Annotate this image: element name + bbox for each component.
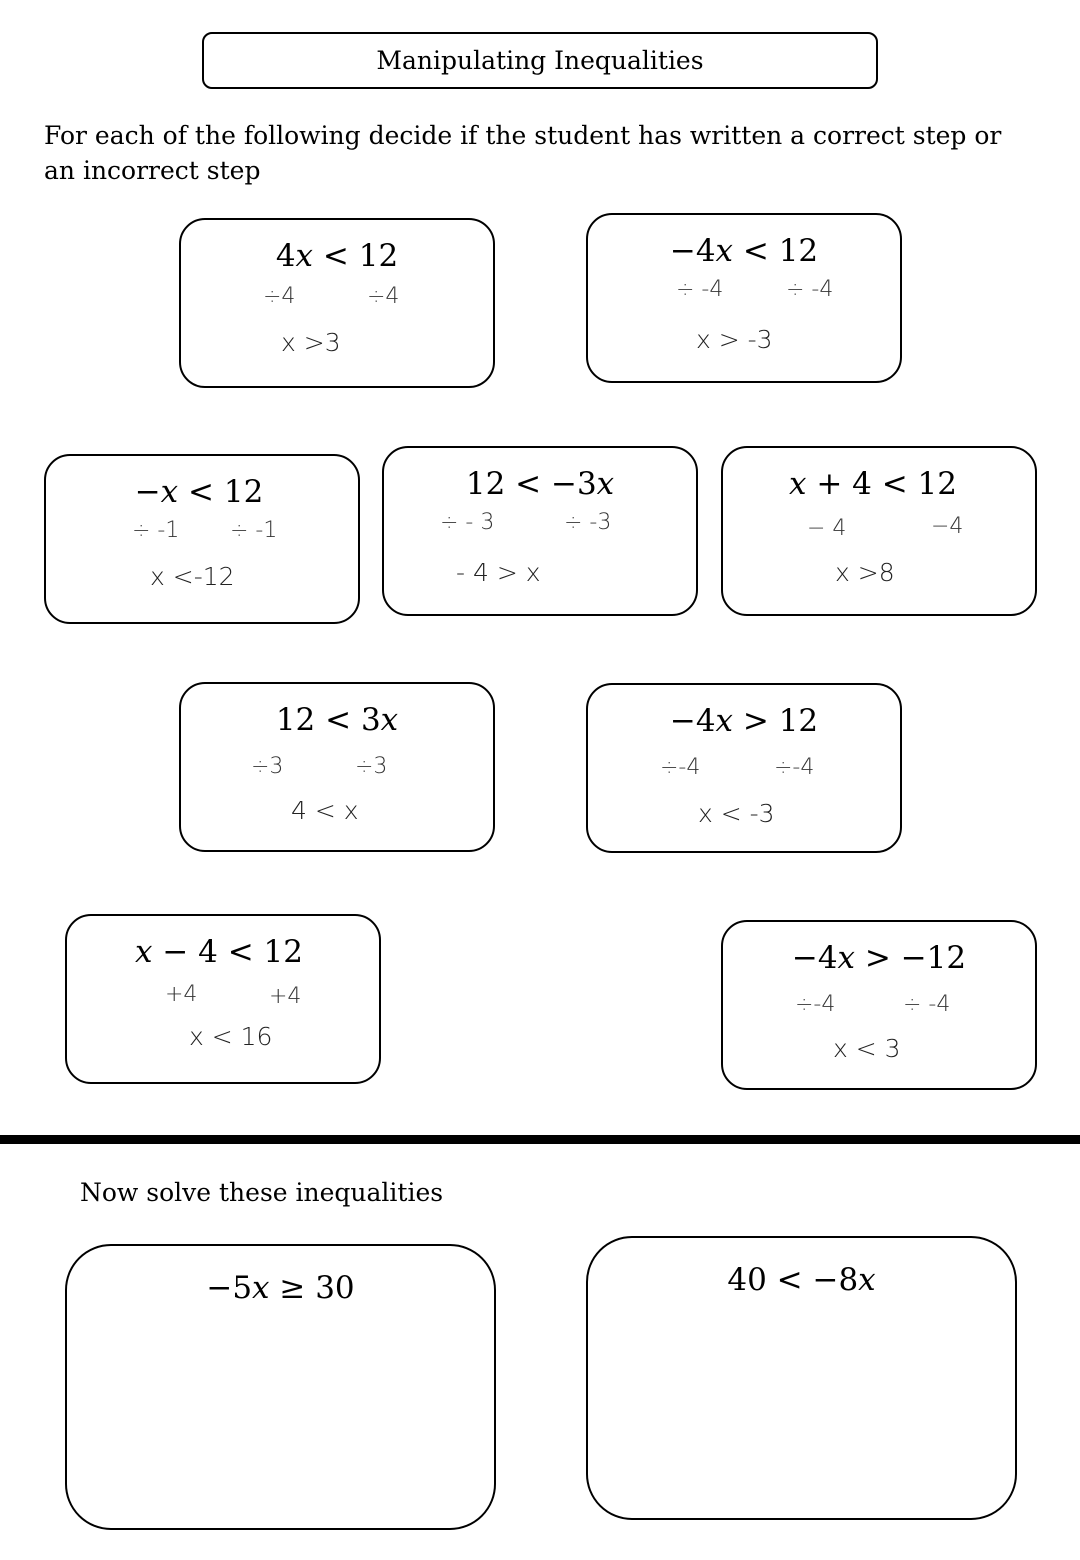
card-result: x >8 <box>835 558 895 587</box>
inequality-card-8 <box>65 914 381 1084</box>
card-step-left: − 4 <box>807 516 847 541</box>
inequality-card-2 <box>586 213 902 383</box>
solve-equation: 40 < −8𝑥 <box>727 1262 876 1298</box>
card-step-right: −4 <box>931 514 964 539</box>
inequality-card-3 <box>44 454 360 624</box>
card-result: x < 3 <box>833 1034 901 1063</box>
card-step-right: ÷4 <box>367 284 400 309</box>
section-divider <box>0 1135 1080 1144</box>
inequality-card-7 <box>586 683 902 853</box>
card-step-left: +4 <box>165 982 198 1007</box>
card-step-left: ÷3 <box>251 754 284 779</box>
card-result: 4 < x <box>291 796 359 825</box>
worksheet-title <box>202 32 878 89</box>
solve-equation: −5𝑥 ≥ 30 <box>206 1270 355 1306</box>
card-equation: −4𝑥 > −12 <box>791 940 967 976</box>
solve-box-2[interactable] <box>586 1236 1017 1520</box>
card-equation: −4𝑥 > 12 <box>669 703 819 739</box>
card-step-left: ÷-4 <box>660 755 701 780</box>
solve-box-1[interactable] <box>65 1244 496 1530</box>
card-equation: 4𝑥 < 12 <box>275 238 399 274</box>
card-step-left: ÷ - 3 <box>440 510 495 535</box>
inequality-card-9 <box>721 920 1037 1090</box>
card-equation: −𝑥 < 12 <box>134 474 264 510</box>
card-step-right: ÷ -3 <box>564 510 612 535</box>
card-step-right: +4 <box>269 984 302 1009</box>
inequality-card-4 <box>382 446 698 616</box>
card-result: x >3 <box>281 328 341 357</box>
inequality-card-1 <box>179 218 495 388</box>
card-step-right: ÷-4 <box>774 755 815 780</box>
card-step-right: ÷3 <box>355 754 388 779</box>
card-step-right: ÷ -1 <box>230 518 278 543</box>
card-result: x < -3 <box>698 799 775 828</box>
worksheet-title-text: Manipulating Inequalities <box>376 46 704 75</box>
card-step-left: ÷ -1 <box>132 518 180 543</box>
card-step-left: ÷-4 <box>795 992 836 1017</box>
card-result: - 4 > x <box>456 558 541 587</box>
card-result: x < 16 <box>189 1022 273 1051</box>
card-equation: −4𝑥 < 12 <box>669 233 819 269</box>
inequality-card-6 <box>179 682 495 852</box>
card-step-right: ÷ -4 <box>786 277 834 302</box>
card-equation: 12 < −3𝑥 <box>465 466 615 502</box>
solve-prompt: Now solve these inequalities <box>80 1178 444 1207</box>
card-step-left: ÷4 <box>263 284 296 309</box>
card-equation: 𝑥 + 4 < 12 <box>788 466 958 502</box>
card-step-right: ÷ -4 <box>903 992 951 1017</box>
card-step-left: ÷ -4 <box>676 277 724 302</box>
card-equation: 𝑥 − 4 < 12 <box>134 934 304 970</box>
card-result: x > -3 <box>696 325 773 354</box>
card-equation: 12 < 3𝑥 <box>275 702 399 738</box>
instructions-text: For each of the following decide if the student has written a correct step or an incorrect step <box>44 121 1002 185</box>
card-result: x <-12 <box>150 562 235 591</box>
inequality-card-5 <box>721 446 1037 616</box>
